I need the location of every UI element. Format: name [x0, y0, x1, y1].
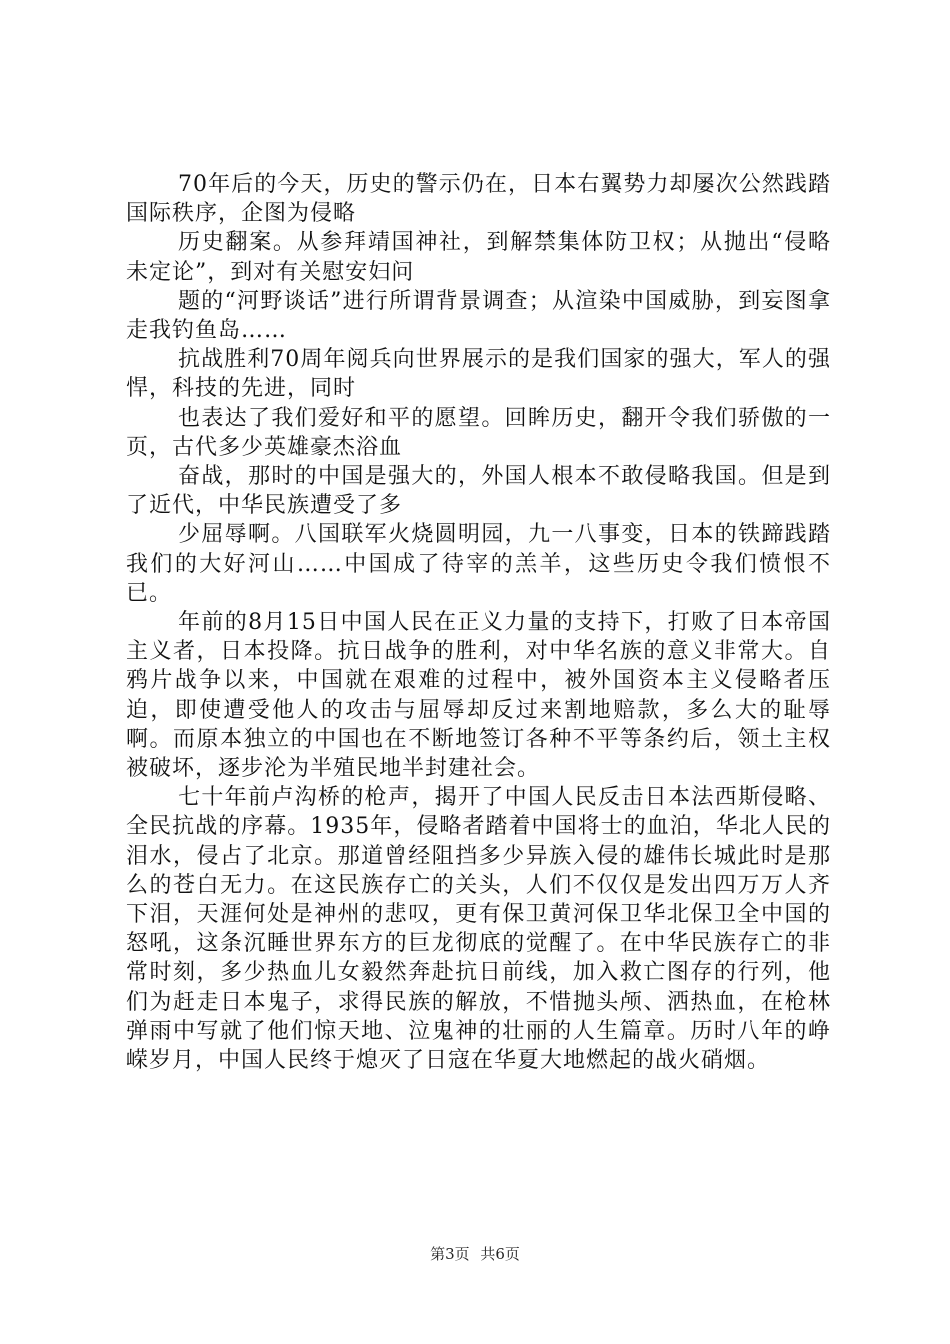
paragraph: 题的“河野谈话”进行所谓背景调查；从渲染中国威胁，到妄图拿走我钓鱼岛…… — [126, 288, 831, 344]
page-total: 共6页 — [480, 1245, 520, 1263]
paragraph: 年前的8月15日中国人民在正义力量的支持下，打败了日本帝国主义者，日本投降。抗日战争的胜利，对中华名族的意义非常大。自鸦片战争以来，中国就在艰难的过程中，被外国资本主义侵略者压迫，即使遭受他人的攻击与屈辱却反过来割地赔款，多么大的耻辱啊。而原本独立的中国也在不断地签订各种不平等条约后，领土主权被破坏，逐步沦为半殖民地半封建社会。 — [126, 610, 831, 782]
page-footer — [0, 1244, 950, 1264]
paragraph: 70年后的今天，历史的警示仍在，日本右翼势力却屡次公然践踏国际秩序，企图为侵略 — [126, 172, 831, 227]
page-number: 第3页 — [430, 1245, 470, 1263]
paragraph: 抗战胜利70周年阅兵向世界展示的是我们国家的强大，军人的强悍，科技的先进，同时 — [126, 347, 831, 402]
paragraph: 少屈辱啊。八国联军火烧圆明园，九一八事变，日本的铁蹄践踏我们的大好河山……中国成了待宰的羔羊，这些历史令我们愤恨不已。 — [126, 522, 831, 606]
paragraph: 历史翻案。从参拜靖国神社，到解禁集体防卫权；从抛出“侵略未定论”，到对有关慰安妇问 — [126, 230, 831, 285]
paragraph: 七十年前卢沟桥的枪声，揭开了中国人民反击日本法西斯侵略、全民抗战的序幕。1935年，侵略者踏着中国将士的血泊，华北人民的泪水，侵占了北京。那道曾经阻挡多少异族入侵的雄伟长城此时是那么的苍白无力。在这民族存亡的关头，人们不仅仅是发出四万万人齐下泪，天涯何处是神州的悲叹，更有保卫黄河保卫华北保卫全中国的怒吼，这条沉睡世界东方的巨龙彻底的觉醒了。在中华民族存亡的非常时刻，多少热血儿女毅然奔赴抗日前线，加入救亡图存的行列，他们为赶走日本鬼子，求得民族的解放，不惜抛头颅、洒热血，在枪林弹雨中写就了他们惊天地、泣鬼神的壮丽的人生篇章。历时八年的峥嵘岁月，中国人民终于熄灭了日寇在华夏大地燃起的战火硝烟。 — [126, 785, 831, 1074]
document-body — [126, 170, 831, 1075]
paragraph: 也表达了我们爱好和平的愿望。回眸历史，翻开令我们骄傲的一页，古代多少英雄豪杰浴血 — [126, 405, 831, 460]
paragraph: 奋战，那时的中国是强大的，外国人根本不敢侵略我国。但是到了近代，中华民族遭受了多 — [126, 464, 831, 519]
